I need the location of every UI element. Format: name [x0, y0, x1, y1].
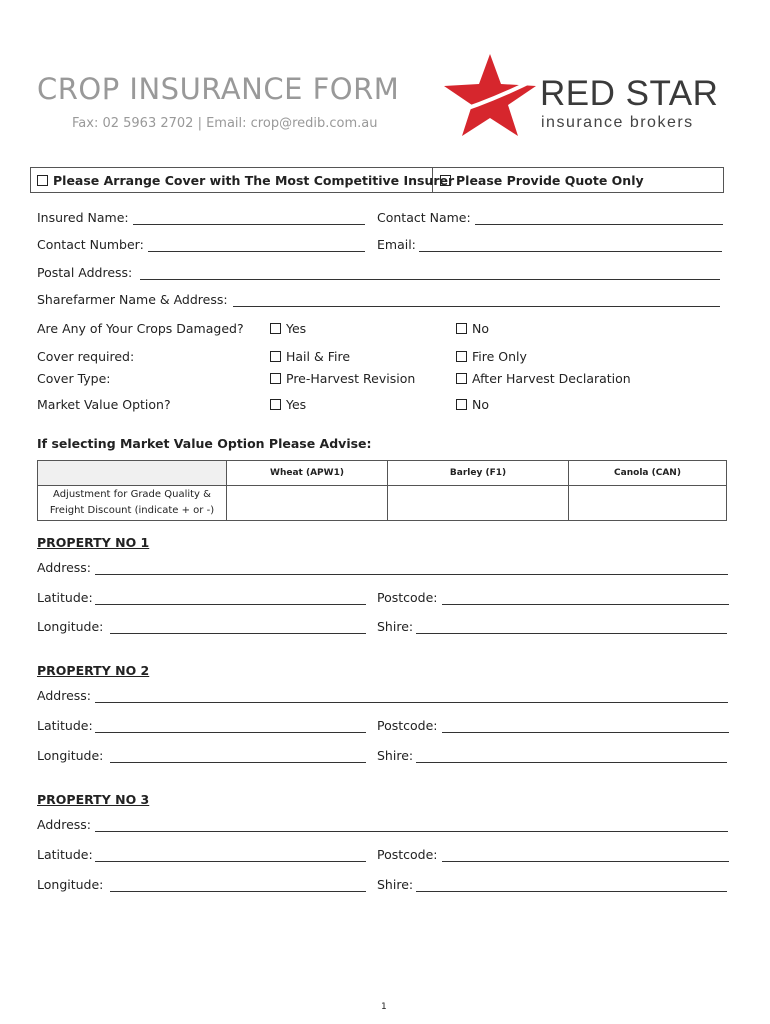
quote-only-option[interactable]: Please Provide Quote Only	[440, 173, 644, 188]
postcode-label: Postcode:	[377, 718, 438, 733]
checkbox[interactable]	[270, 399, 281, 410]
postcode-field[interactable]	[442, 604, 729, 605]
longitude-field[interactable]	[110, 762, 366, 763]
latitude-field[interactable]	[95, 604, 366, 605]
latitude-label: Latitude:	[37, 590, 93, 605]
table-header-wheat: Wheat (APW1)	[227, 461, 388, 486]
logo-tagline: insurance brokers	[541, 114, 694, 131]
checkbox[interactable]	[270, 373, 281, 384]
latitude-label: Latitude:	[37, 718, 93, 733]
contact-number-field[interactable]	[148, 251, 365, 252]
longitude-label: Longitude:	[37, 748, 104, 763]
postcode-label: Postcode:	[377, 847, 438, 862]
cover-type-label: Cover Type:	[37, 371, 111, 386]
address-field[interactable]	[95, 702, 728, 703]
shire-field[interactable]	[416, 762, 727, 763]
sharefarmer-label: Sharefarmer Name & Address:	[37, 292, 228, 307]
insured-name-field[interactable]	[133, 224, 365, 225]
red-star-icon	[440, 52, 540, 138]
fire-only-option[interactable]: Fire Only	[456, 349, 527, 364]
latitude-field[interactable]	[95, 861, 366, 862]
email-field[interactable]	[419, 251, 722, 252]
address-field[interactable]	[95, 574, 728, 575]
latitude-field[interactable]	[95, 732, 366, 733]
company-logo	[440, 52, 720, 138]
latitude-label: Latitude:	[37, 847, 93, 862]
property-title: PROPERTY NO 2	[37, 663, 150, 678]
address-label: Address:	[37, 817, 91, 832]
crops-damaged-label: Are Any of Your Crops Damaged?	[37, 321, 244, 336]
market-value-label: Market Value Option?	[37, 397, 171, 412]
checkbox[interactable]	[456, 399, 467, 410]
market-table-heading: If selecting Market Value Option Please Advise:	[37, 436, 372, 451]
market-value-yes[interactable]: Yes	[270, 397, 306, 412]
after-harvest-option[interactable]: After Harvest Declaration	[456, 371, 631, 386]
checkbox[interactable]	[456, 323, 467, 334]
postal-address-label: Postal Address:	[37, 265, 133, 280]
cover-options-box	[30, 167, 724, 193]
postcode-field[interactable]	[442, 861, 729, 862]
longitude-label: Longitude:	[37, 619, 104, 634]
sharefarmer-field[interactable]	[233, 306, 720, 307]
shire-label: Shire:	[377, 619, 414, 634]
property-title: PROPERTY NO 3	[37, 792, 150, 807]
form-title: CROP INSURANCE FORM	[37, 72, 400, 106]
table-header-barley: Barley (F1)	[388, 461, 569, 486]
postcode-label: Postcode:	[377, 590, 438, 605]
shire-label: Shire:	[377, 877, 414, 892]
address-label: Address:	[37, 688, 91, 703]
contact-info: Fax: 02 5963 2702 | Email: crop@redib.com.au	[72, 116, 378, 131]
checkbox[interactable]	[270, 323, 281, 334]
contact-number-label: Contact Number:	[37, 237, 144, 252]
checkbox[interactable]	[456, 351, 467, 362]
email-label: Email:	[377, 237, 416, 252]
contact-name-field[interactable]	[475, 224, 723, 225]
canola-adjustment-cell[interactable]	[569, 486, 727, 521]
address-field[interactable]	[95, 831, 728, 832]
table-header-canola: Canola (CAN)	[569, 461, 727, 486]
arrange-cover-checkbox[interactable]	[37, 175, 48, 186]
crops-damaged-no[interactable]: No	[456, 321, 489, 336]
checkbox[interactable]	[270, 351, 281, 362]
crops-damaged-yes[interactable]: Yes	[270, 321, 306, 336]
insured-name-label: Insured Name:	[37, 210, 129, 225]
postcode-field[interactable]	[442, 732, 729, 733]
cover-required-label: Cover required:	[37, 349, 135, 364]
longitude-field[interactable]	[110, 891, 366, 892]
shire-field[interactable]	[416, 891, 727, 892]
longitude-field[interactable]	[110, 633, 366, 634]
wheat-adjustment-cell[interactable]	[227, 486, 388, 521]
longitude-label: Longitude:	[37, 877, 104, 892]
shire-field[interactable]	[416, 633, 727, 634]
checkbox[interactable]	[456, 373, 467, 384]
barley-adjustment-cell[interactable]	[388, 486, 569, 521]
quote-only-checkbox[interactable]	[440, 175, 451, 186]
property-title: PROPERTY NO 1	[37, 535, 150, 550]
address-label: Address:	[37, 560, 91, 575]
postal-address-field[interactable]	[140, 279, 720, 280]
pre-harvest-option[interactable]: Pre-Harvest Revision	[270, 371, 415, 386]
logo-name: RED STAR	[540, 74, 719, 113]
page-number: 1	[381, 1002, 387, 1012]
table-header	[38, 461, 227, 486]
hail-fire-option[interactable]: Hail & Fire	[270, 349, 350, 364]
market-value-no[interactable]: No	[456, 397, 489, 412]
table-row-label: Adjustment for Grade Quality & Freight Discount (indicate + or -)	[38, 486, 227, 521]
market-value-table	[37, 460, 727, 521]
arrange-cover-option[interactable]: Please Arrange Cover with The Most Competitive Insurer	[37, 173, 454, 188]
contact-name-label: Contact Name:	[377, 210, 471, 225]
shire-label: Shire:	[377, 748, 414, 763]
